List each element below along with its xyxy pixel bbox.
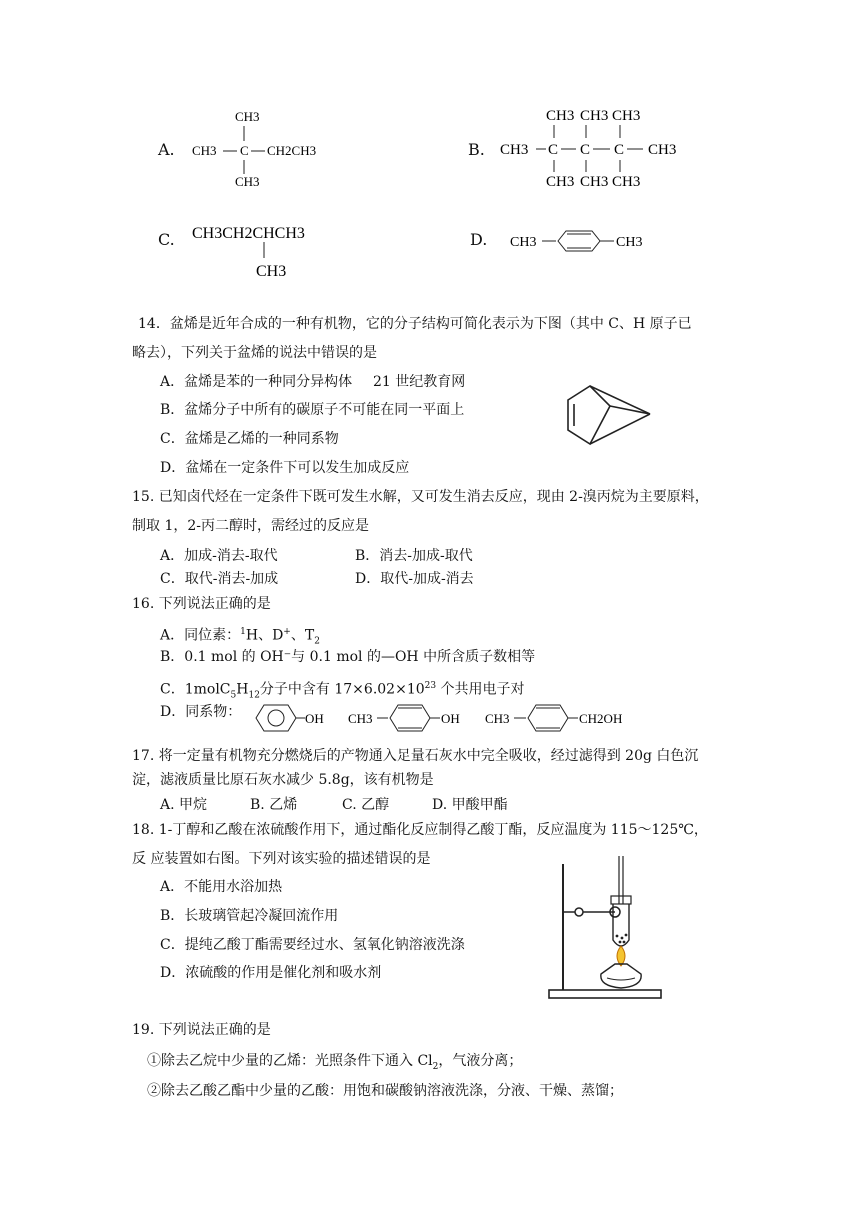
ch3-b6: CH3 <box>612 174 641 190</box>
q14-option-a: A．盆烯是苯的一种同分异构体 <box>160 374 353 390</box>
cresol-oh: OH <box>441 711 460 726</box>
ch3-bottom: CH3 <box>235 174 260 189</box>
q16-option-a: A．同位素：$^1$H、D+、$T_2$ <box>160 627 320 647</box>
q15-stem-line1: 15. 已知卤代烃在一定条件下既可发生水解，又可发生消去反应，现由 2-溴丙烷为主要原料， <box>132 489 709 505</box>
q18-option-c: C．提纯乙酸丁酯需要经过水、氢氧化钠溶液洗涤 <box>160 937 465 953</box>
q18-stem-line2: 反 应装置如右图。下列对该实验的描述错误的是 <box>132 851 431 867</box>
q16-option-d: D．同系物： <box>160 704 242 720</box>
c-b3: C <box>614 142 625 158</box>
structure-d <box>510 224 650 258</box>
q14-stem-line1: 14．盆烯是近年合成的一种有机物，它的分子结构可简化表示为下图（其中 C、H 原子已 <box>138 316 692 332</box>
q15-stem-line2: 制取 1，2-丙二醇时，需经过的反应是 <box>132 518 369 534</box>
benzvalene-diagram <box>560 378 660 450</box>
q19-item-2: ②除去乙酸乙酯中少量的乙酸：用饱和碳酸钠溶液洗涤，分液、干燥、蒸馏； <box>147 1083 623 1099</box>
ch3-b3: CH3 <box>612 108 641 124</box>
q18-option-b: B．长玻璃管起冷凝回流作用 <box>160 908 339 924</box>
q14-watermark-note: 21 世纪教育网 <box>373 374 466 390</box>
q19-stem: 19. 下列说法正确的是 <box>132 1022 271 1038</box>
esterification-apparatus <box>545 852 667 1004</box>
benzyl-ch3: CH3 <box>485 711 510 726</box>
structure-b <box>498 102 698 194</box>
benzyl-ch2oh: CH2OH <box>579 711 623 726</box>
q18-option-d: D．浓硫酸的作用是催化剂和吸水剂 <box>160 965 382 981</box>
c-b2: C <box>580 142 591 158</box>
ch3-c-branch: CH3 <box>256 263 287 280</box>
phenol-oh: OH <box>305 711 324 726</box>
q17-option-d: D. 甲酸甲酯 <box>432 797 508 813</box>
q14-option-d: D．盆烯在一定条件下可以发生加成反应 <box>160 460 410 476</box>
q17-stem-line2: 淀，滤液质量比原石灰水减少 5.8g，该有机物是 <box>132 772 434 788</box>
option-a-label: A. <box>158 140 175 159</box>
q16-option-c: C．$1molC_5H_{12}$分子中含有 $17\times 6.02\times 10^{23}$ 个共用电子对 <box>160 681 525 701</box>
structure-a <box>190 104 330 194</box>
ch3-b1: CH3 <box>546 108 575 124</box>
q17-option-c: C. 乙醇 <box>342 797 390 813</box>
option-c-label: C. <box>158 230 175 249</box>
ch3-left: CH3 <box>192 143 217 158</box>
q15-option-b: B．消去-加成-取代 <box>355 548 473 564</box>
q18-option-a: A．不能用水浴加热 <box>160 879 283 895</box>
q17-option-b: B. 乙烯 <box>250 797 298 813</box>
ch3-top: CH3 <box>235 109 260 124</box>
ch3-d-right: CH3 <box>616 235 643 250</box>
ch3-b4: CH3 <box>546 174 575 190</box>
c-b1: C <box>548 142 559 158</box>
option-d-label: D. <box>470 230 488 249</box>
c-main-chain: CH3CH2CHCH3 <box>192 225 305 242</box>
q16-option-b: B．0.1 mol 的 OH⁻与 0.1 mol 的—OH 中所含质子数相等 <box>160 649 536 665</box>
option-b-label: B. <box>468 140 485 159</box>
homolog-structures <box>250 700 640 736</box>
ch3-d-left: CH3 <box>510 235 537 250</box>
q14-option-b: B．盆烯分子中所有的碳原子不可能在同一平面上 <box>160 402 465 418</box>
central-c: C <box>240 143 249 158</box>
q18-stem-line1: 18. 1-丁醇和乙酸在浓硫酸作用下，通过酯化反应制得乙酸丁酯，反应温度为 115～125℃， <box>132 822 708 838</box>
q16-stem: 16. 下列说法正确的是 <box>132 596 271 612</box>
ch3-b-left: CH3 <box>500 142 529 158</box>
ch3-b5: CH3 <box>580 174 609 190</box>
structure-c <box>190 216 330 282</box>
q15-option-a: A．加成-消去-取代 <box>160 548 278 564</box>
ch2ch3: CH2CH3 <box>267 143 317 158</box>
ch3-b2: CH3 <box>580 108 609 124</box>
q17-stem-line1: 17. 将一定量有机物充分燃烧后的产物通入足量石灰水中完全吸收，经过滤得到 20g 白色沉 <box>132 748 699 764</box>
q19-item-1: ①除去乙烷中少量的乙烯：光照条件下通入 $Cl_2$，气液分离； <box>147 1053 523 1072</box>
q14-stem-line2: 略去），下列关于盆烯的说法中错误的是 <box>132 345 377 361</box>
ch3-b-right: CH3 <box>648 142 677 158</box>
q15-option-d: D．取代-加成-消去 <box>355 571 474 587</box>
cresol-ch3: CH3 <box>348 711 373 726</box>
q15-option-c: C．取代-消去-加成 <box>160 571 279 587</box>
q17-option-a: A. 甲烷 <box>160 797 208 813</box>
q14-option-c: C．盆烯是乙烯的一种同系物 <box>160 431 339 447</box>
